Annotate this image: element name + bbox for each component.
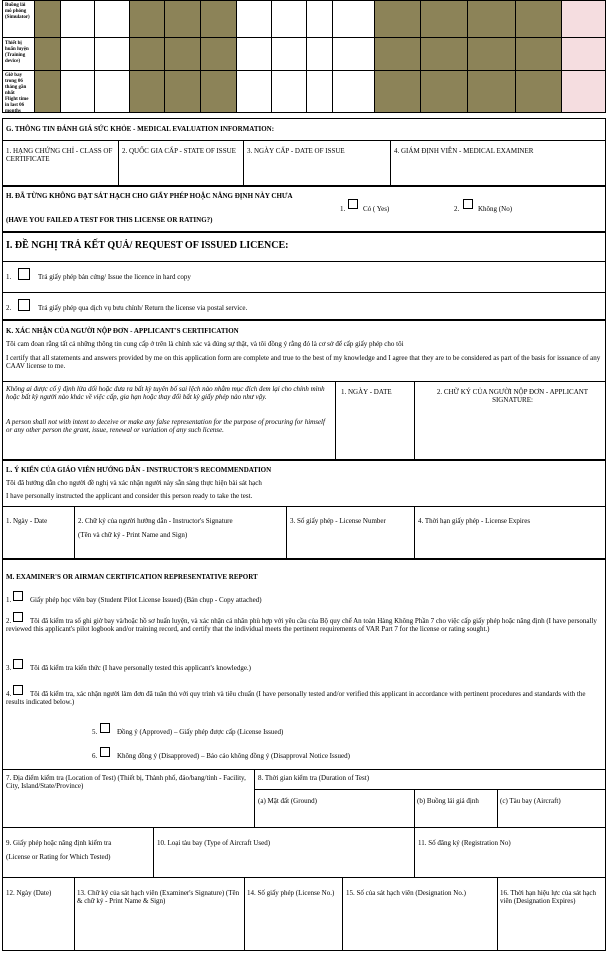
no-number: 2. [454,205,460,213]
instructor-license-number-field[interactable]: 3. Số giấy phép - License Number [290,517,386,525]
item-5-number: 5. [92,728,98,736]
approved-label: Đồng ý (Approved) – Giấy phép được cấp (License Issued) [117,728,284,736]
aircraft-type-field[interactable]: 10. Loại tàu bay (Type of Aircraft Used) [157,839,271,847]
postal-checkbox[interactable] [18,299,30,311]
state-of-issue-field[interactable]: 2. QUỐC GIA CẤP - STATE OF ISSUE [122,147,236,155]
date-of-issue-field[interactable]: 3. NGÀY CẤP - DATE OF ISSUE [247,147,345,155]
yes-number: 1. [340,205,346,213]
instructor-signature-field[interactable]: 2. Chữ ký của người hướng dẫn - Instructor's Signature [78,517,233,525]
ground-time-field[interactable]: (a) Mặt đất (Ground) [258,797,317,805]
applicant-signature-field[interactable]: 2. CHỮ KÝ CỦA NGƯỜI NỘP ĐƠN - APPLICANT SIGNATURE: [436,388,589,404]
hard-copy-label: Trả giấy phép bản cứng/ Issue the licence in hard copy [38,273,191,281]
applicant-date-field[interactable]: 1. NGÀY - DATE [341,388,392,396]
section-i-title: I. ĐỀ NGHỊ TRẢ KẾT QUẢ/ REQUEST OF ISSUED LICENCE: [6,240,289,251]
warning-vn-text: Không ai được cố ý định lừa dối hoặc đưa ra bất kỳ tuyên bố sai lệch nào nhằm mục đích đem lại cho chính mình hoặc bất kỳ người nào khác về việc cấp, gia hạn hoặc thay đổi bất kỳ giấy phép nào như vậy. [6,385,325,401]
approved-checkbox[interactable] [100,723,110,733]
row-label-training-device: Thiết bị huấn luyện (Training device) [5,41,29,64]
instructor-en-text: I have personally instructed the applicant and consider this person ready to take the test. [6,492,253,500]
instructor-license-expires-field[interactable]: 4. Thời hạn giấy phép - License Expires [418,517,531,525]
examiner-license-no-field[interactable]: 14. Số giấy phép (License No.) [247,889,335,897]
item-3-number: 3. [6,664,12,672]
item-2-number: 2. [6,617,12,625]
instructor-date-field[interactable]: 1. Ngày - Date [6,517,48,525]
postal-label: Trả giấy phép qua dịch vụ bưu chính/ Return the license via postal service. [38,304,248,312]
location-of-test-field[interactable]: 7. Địa điểm kiểm tra (Location of Test) (Thiết bị, Thành phố, đảo/bang/tỉnh - Facility, City, Island/State/Province) [6,774,246,790]
disapproved-label: Không đồng ý (Disapproved) – Báo cáo không đồng ý (Disapproval Notice Issued) [117,752,350,760]
simulator-time-field[interactable]: (b) Buồng lái giả định [417,797,479,805]
designation-no-field[interactable]: 15. Số của sát hạch viên (Designation No.) [346,889,466,897]
registration-no-field[interactable]: 11. Số đăng ký (Registration No) [418,839,511,847]
designation-expires-field[interactable]: 16. Thời hạn hiệu lực của sát hạch viên (Designation Expires) [500,889,597,905]
license-rating-tested-field[interactable]: 9. Giấy phép hoặc năng định kiểm tra [6,839,112,847]
section-m-title: M. EXAMINER'S OR AIRMAN CERTIFICATION REPRESENTATIVE REPORT [6,573,258,581]
student-pilot-label: Giấy phép học viên bay (Student Pilot License Issued) (Bản chụp - Copy attached) [30,596,262,604]
yes-checkbox[interactable] [348,199,358,209]
student-pilot-checkbox[interactable] [13,591,23,601]
row-label-simulator: Buồng lái mô phỏng (Simulator) [5,3,30,20]
no-label: Không (No) [478,205,513,213]
instructor-print-name-label: (Tên và chữ ký - Print Name and Sign) [78,531,188,539]
duration-of-test-label: 8. Thời gian kiểm tra (Duration of Test) [258,774,370,782]
row-label-flight-time: Giờ bay trong 06 tháng gần nhất Flight time in last 06 months [5,73,29,114]
certify-en-text: I certify that all statements and answers provided by me on this application form are complete and true to the best of my knowledge and I agree that they are to be considered as part of the basis for issuance of any CAAV license to me. [6,354,601,370]
disapproved-checkbox[interactable] [100,747,110,757]
section-l-title: L. Ý KIẾN CỦA GIÁO VIÊN HƯỚNG DẪN - INSTRUCTOR'S RECOMMENDATION [6,466,272,474]
class-of-certificate-field[interactable]: 1. HẠNG CHỨNG CHỈ - CLASS OF CERTIFICATE [6,147,113,163]
instructor-vn-text: Tôi đã hướng dẫn cho người đề nghị và xác nhận người này sẵn sàng thực hiện bài sát hạch [6,479,262,487]
section-h-title-en: (HAVE YOU FAILED A TEST FOR THIS LICENSE OR RATING?) [6,216,213,224]
aircraft-time-field[interactable]: (c) Tàu bay (Aircraft) [500,797,561,805]
warning-en-text: A person shall not with intent to deceive or make any false representation for the purpose of procuring for himself or any other person the grant, issue, renewal or variation of any such license. [6,418,325,434]
section-k-title: K. XÁC NHẬN CỦA NGƯỜI NỘP ĐƠN - APPLICANT'S CERTIFICATION [6,327,239,335]
knowledge-test-label: Tôi đã kiểm tra kiến thức (I have personally tested this applicant's knowledge.) [30,664,252,672]
no-checkbox[interactable] [463,199,473,209]
certify-vn-text: Tôi cam đoan rằng tất cả những thông tin cung cấp ở trên là chính xác và đúng sự thật, và tôi đồng ý rằng đó là cơ sở để cấp giấy phép cho tôi [6,340,404,348]
medical-examiner-field[interactable]: 4. GIÁM ĐỊNH VIÊN - MEDICAL EXAMINER [394,147,534,155]
procedure-test-label: Tôi đã kiểm tra, xác nhận người làm đơn đã tuân thủ với quy trình và tiêu chuẩn (I have personally tested and/or verified this applicant in accordance with pertinent procedures and standards with the results indicated below.) [6,690,586,706]
section-h-title: H. ĐÃ TỪNG KHÔNG ĐẠT SÁT HẠCH CHO GIẤY PHÉP HOẶC NĂNG ĐỊNH NÀY CHƯA [6,192,293,200]
examiner-signature-field[interactable]: 13. Chữ ký của sát hạch viên (Examiner's Signature) (Tên & chữ ký - Print Name & Sign) [77,889,240,905]
item-1-number: 1. [6,596,12,604]
option-2-number: 2. [6,304,12,312]
logbook-review-label: Tôi đã kiểm tra sổ ghi giờ bay và/hoặc hồ sơ huấn luyện, và xác nhận cá nhân phù hợp với yêu cầu của Bộ quy chế An toàn Hàng Không Phần 7 cho việc cấp giấy phép hoặc năng định (I have personally reviewed this applicant's pilot logbook and/or training record, and certify that the individual meets the pertinent requirements of VAR Part 7 for the license or rating sought.) [6,617,597,633]
license-rating-tested-en-label: (License or Rating for Which Tested) [6,853,111,861]
option-1-number: 1. [6,273,12,281]
yes-label: Có ( Yes) [363,205,390,213]
knowledge-test-checkbox[interactable] [13,659,23,669]
section-g-title: G. THÔNG TIN ĐÁNH GIÁ SỨC KHỎE - MEDICAL EVALUATION INFORMATION: [6,125,275,133]
hard-copy-checkbox[interactable] [18,268,30,280]
item-4-number: 4. [6,690,12,698]
examiner-date-field[interactable]: 12. Ngày (Date) [6,889,52,897]
item-6-number: 6. [92,752,98,760]
